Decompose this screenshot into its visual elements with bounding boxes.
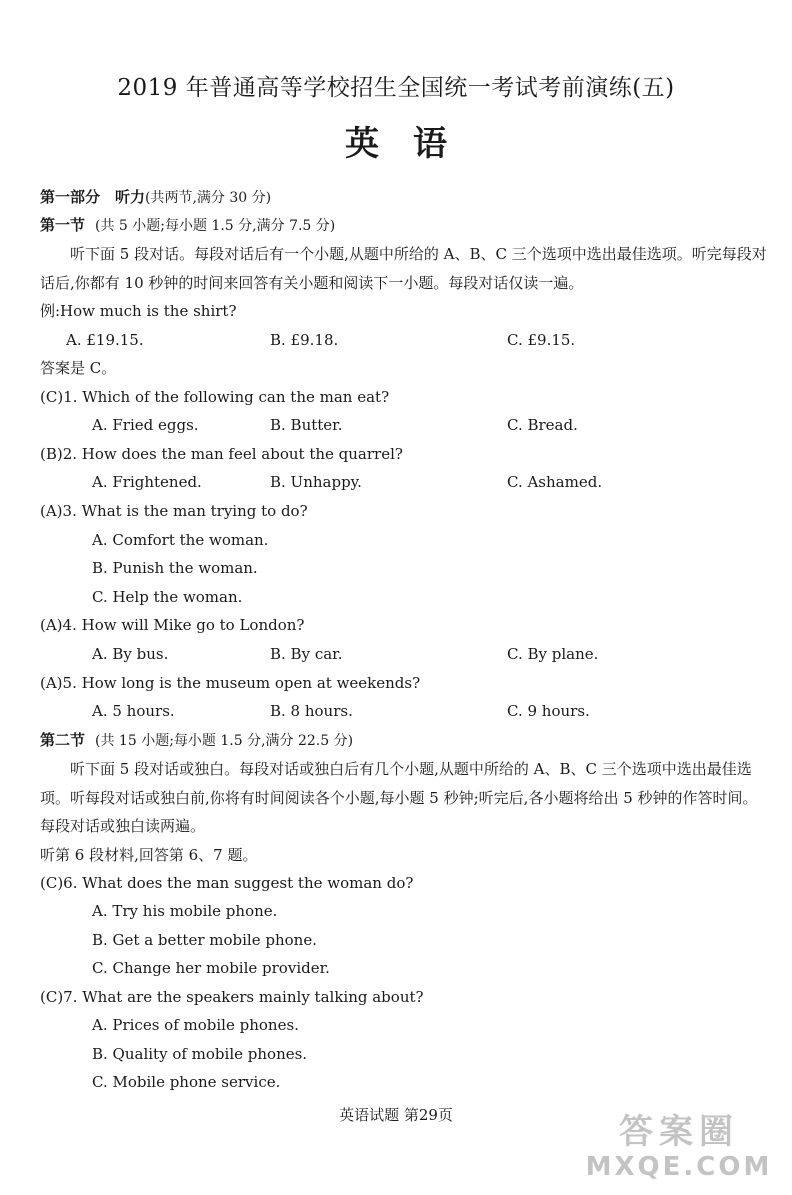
- section2-heading-note: (共 15 小题;每小题 1.5 分,满分 22.5 分): [95, 733, 354, 749]
- example-option-c: C. £9.15.: [507, 331, 576, 349]
- exam-title: 2019 年普通高等学校招生全国统一考试考前演练(五): [117, 75, 675, 101]
- question-2-stem: (B)2. How does the man feel about the quarrel?: [40, 445, 403, 463]
- question-4-stem: (A)4. How will Mike go to London?: [40, 616, 305, 634]
- part1-heading-row: [40, 187, 792, 208]
- question-3-stem: (A)3. What is the man trying to do?: [40, 502, 308, 520]
- example-option-a: A. £19.15.: [66, 331, 144, 349]
- example-option-b: B. £9.18.: [270, 331, 339, 349]
- question-7-option-b: B. Quality of mobile phones.: [92, 1045, 308, 1063]
- question-2-option-c: C. Ashamed.: [507, 473, 603, 491]
- question-7-option-a: A. Prices of mobile phones.: [92, 1016, 299, 1034]
- example-stem: 例:How much is the shirt?: [40, 302, 237, 320]
- watermark-top-text: 答案圈: [619, 1112, 739, 1152]
- section1-heading-row: [40, 215, 792, 236]
- question-4-option-b: B. By car.: [270, 645, 343, 663]
- question-2-option-b: B. Unhappy.: [270, 473, 362, 491]
- question-3-option-a: A. Comfort the woman.: [92, 531, 269, 549]
- question-7-option-c: C. Mobile phone service.: [92, 1073, 281, 1091]
- question-5-option-c: C. 9 hours.: [507, 702, 590, 720]
- watermark-bottom-text: MXQE.COM: [585, 1152, 773, 1182]
- section2-instructions: 听下面 5 段对话或独白。每段对话或独白后有几个小题,从题中所给的 A、B、C 三个选项中选出最佳选项。听每段对话或独白前,你将有时间阅读各个小题,每小题 5 秒钟;听完后,各小题将给出 5 秒钟的作答时间。每段对话或独白读两遍。: [40, 760, 758, 835]
- question-5-stem: (A)5. How long is the museum open at weekends?: [40, 674, 421, 692]
- section1-heading-note: (共 5 小题;每小题 1.5 分,满分 7.5 分): [95, 218, 336, 234]
- watermark-logo: [584, 1112, 774, 1190]
- example-answer: 答案是 C。: [40, 359, 117, 377]
- section1-heading: 第一节: [40, 216, 86, 234]
- question-1-option-b: B. Butter.: [270, 416, 343, 434]
- question-7-stem: (C)7. What are the speakers mainly talking about?: [40, 988, 424, 1006]
- subject-title: 英 语: [345, 124, 447, 164]
- question-1-stem: (C)1. Which of the following can the man eat?: [40, 388, 390, 406]
- question-3-option-b: B. Punish the woman.: [92, 559, 258, 577]
- part1-heading: 第一部分 听力: [40, 188, 146, 206]
- question-1-option-a: A. Fried eggs.: [92, 416, 199, 434]
- section2-heading-row: [40, 730, 792, 751]
- question-6-stem: (C)6. What does the man suggest the woman do?: [40, 874, 414, 892]
- question-1-option-c: C. Bread.: [507, 416, 578, 434]
- section1-instructions: 听下面 5 段对话。每段对话后有一个小题,从题中所给的 A、B、C 三个选项中选出最佳选项。听完每段对话后,你都有 10 秒钟的时间来回答有关小题和阅读下一小题。每段对话仅读一遍。: [40, 245, 767, 292]
- question-5-option-a: A. 5 hours.: [92, 702, 175, 720]
- question-2-option-a: A. Frightened.: [92, 473, 202, 491]
- material-note: 听第 6 段材料,回答第 6、7 题。: [40, 846, 258, 864]
- section2-heading: 第二节: [40, 731, 86, 749]
- page-footer: 英语试题 第29页: [339, 1106, 453, 1124]
- question-4-option-a: A. By bus.: [92, 645, 169, 663]
- question-6-option-b: B. Get a better mobile phone.: [92, 931, 317, 949]
- question-6-option-c: C. Change her mobile provider.: [92, 959, 330, 977]
- part1-heading-note: (共两节,满分 30 分): [145, 190, 272, 206]
- question-4-option-c: C. By plane.: [507, 645, 599, 663]
- question-5-option-b: B. 8 hours.: [270, 702, 353, 720]
- question-6-option-a: A. Try his mobile phone.: [92, 902, 278, 920]
- question-3-option-c: C. Help the woman.: [92, 588, 243, 606]
